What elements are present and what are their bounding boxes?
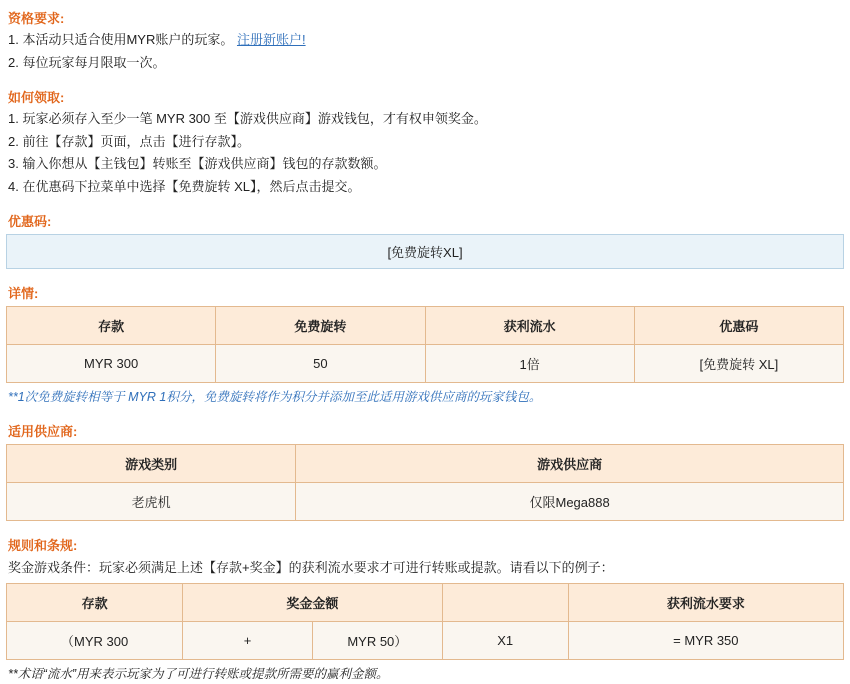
list-item: 4. 在优惠码下拉菜单中选择【免费旋转 XL】，然后点击提交。 [8,179,361,195]
details-cell-freespins: 50 [216,345,425,383]
rules-table [6,583,844,660]
details-heading: 详情: [8,286,39,302]
rules-col-turnover: 获利流水要求 [568,584,843,622]
rules-cell-plus: + [183,622,313,660]
details-section [6,283,844,407]
eligibility-item-1-text: 1. 本活动只适合使用MYR账户的玩家。 [8,32,234,47]
details-cell-turnover: 1倍 [425,345,634,383]
rules-heading: 规则和条规: [8,537,78,553]
promocode-section [6,211,844,269]
list-item [8,54,844,73]
suppliers-cell-category: 老虎机 [7,482,296,520]
rules-cell-turnover: = MYR 350 [568,622,843,660]
suppliers-section [6,421,844,521]
howto-heading: 如何领取: [8,89,65,105]
rules-section [6,535,844,684]
table-header-row [7,444,844,482]
details-note: **1次免费旋转相等于 MYR 1积分，免费旋转将作为积分并添加至此适用游戏供应商的玩家钱包。 [8,390,542,405]
list-item: 2. 前往【存款】页面，点击【进行存款】。 [8,133,250,149]
suppliers-heading: 适用供应商: [8,423,78,439]
eligibility-section [6,8,844,73]
eligibility-item-2-text: 2. 每位玩家每月限取一次。 [8,54,166,70]
details-cell-promocode: [免费旋转 XL] [634,345,843,383]
suppliers-col-provider: 游戏供应商 [296,444,844,482]
howto-list [8,110,844,197]
howto-section [6,87,844,197]
suppliers-table [6,444,844,521]
eligibility-list [8,31,844,73]
list-item: 3. 输入你想从【主钱包】转账至【游戏供应商】钱包的存款数额。 [8,156,387,172]
table-header-row [7,307,844,345]
rules-cell-deposit: （MYR 300 [7,622,183,660]
rules-intro: 奖金游戏条件：玩家必须满足上述【存款+奖金】的获利流水要求才可进行转账或提款。请看以下的例子： [8,559,614,575]
rules-cell-bonus: MYR 50） [312,622,442,660]
register-account-link[interactable]: 注册新账户! [236,32,306,47]
details-col-freespins: 免费旋转 [216,307,425,345]
suppliers-col-category: 游戏类别 [7,444,296,482]
table-row [7,622,844,660]
details-col-promocode: 优惠码 [634,307,843,345]
rules-col-spacer [442,584,568,622]
details-cell-deposit: MYR 300 [7,345,216,383]
rules-col-deposit: 存款 [7,584,183,622]
list-item [8,31,844,50]
details-col-deposit: 存款 [7,307,216,345]
table-row [7,482,844,520]
rules-cell-multiplier: X1 [442,622,568,660]
rules-col-bonus: 奖金金额 [183,584,442,622]
details-col-turnover: 获利流水 [425,307,634,345]
promocode-value: [免费旋转XL] [6,234,844,269]
table-row [7,345,844,383]
suppliers-cell-provider: 仅限Mega888 [296,482,844,520]
table-header-row [7,584,844,622]
list-item: 1. 玩家必须存入至少一笔 MYR 300 至【游戏供应商】游戏钱包，才有权申领奖金。 [8,110,487,126]
details-table [6,306,844,383]
promocode-heading: 优惠码: [8,214,52,230]
rules-note: **术语“流水”用来表示玩家为了可进行转账或提款所需要的赢利金额。 [8,667,389,682]
eligibility-heading: 资格要求: [8,11,65,26]
